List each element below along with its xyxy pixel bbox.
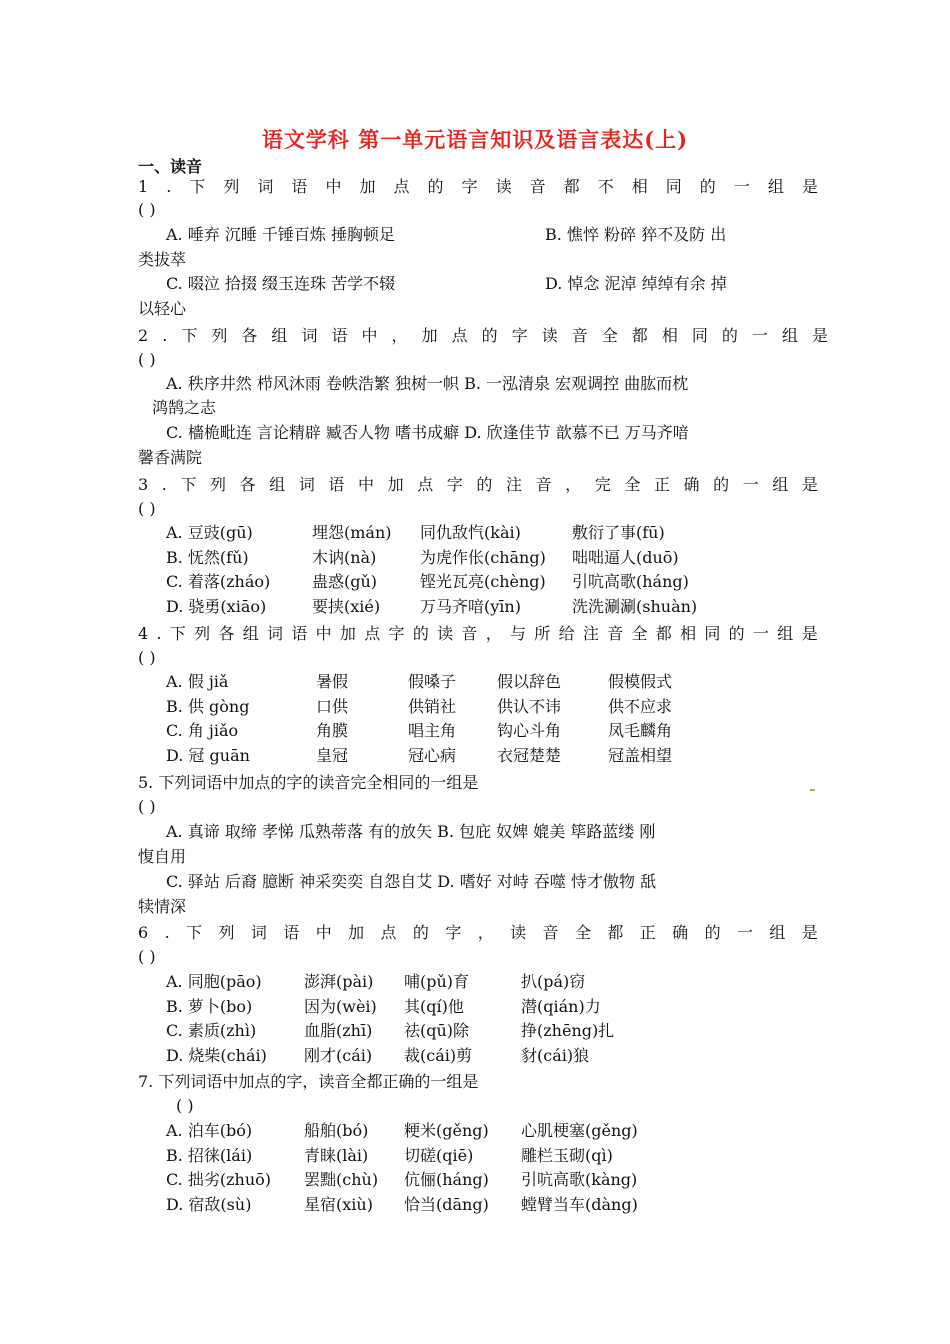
question-4-stem — [138, 624, 818, 644]
section-heading: 一、读音 — [138, 157, 203, 176]
stem-char: 所 — [534, 624, 551, 643]
question-2-line-2: C. 檣桅毗连 言论精辟 臧否人物 嗜书成癖 D. 欣逢佳节 歆慕不已 万马齐喑 — [166, 423, 689, 442]
stem-char: 的 — [481, 326, 498, 345]
stem-char: 都 — [607, 923, 624, 942]
stem-char: 语 — [331, 326, 348, 345]
option-cell: 洗洗涮涮(shuàn) — [572, 597, 698, 617]
stem-char: 词 — [301, 326, 318, 345]
stem-char: 词 — [267, 624, 284, 643]
option-cell: A. 假 jiǎ — [166, 672, 229, 691]
stem-char: 一 — [752, 624, 769, 643]
option-cell: D. 烧柴(chái) — [166, 1046, 267, 1066]
option-cell: 口供 — [316, 696, 349, 716]
stem-char: 给 — [558, 624, 575, 643]
stem-char: 中 — [358, 475, 375, 494]
option-cell: 皇冠 — [316, 746, 349, 766]
stem-char: 音 — [607, 624, 624, 643]
question-1-option-d-cont: 以轻心 — [138, 299, 187, 318]
stem-char: ， — [565, 475, 582, 494]
stem-char: 的 — [721, 326, 738, 345]
option-cell: 假嗓子 — [408, 672, 457, 691]
stem-char: 各 — [241, 326, 258, 345]
stem-char: 字 — [388, 624, 405, 643]
option-cell: 螳臂当车(dàng) — [521, 1195, 638, 1215]
stem-char: ， — [477, 923, 494, 942]
stem-char: 加 — [359, 177, 376, 196]
stem-char: 1 — [138, 177, 149, 196]
stem-char: 各 — [218, 624, 235, 643]
question-3-stem — [138, 475, 818, 495]
option-cell: 供认不讳 — [497, 696, 562, 716]
option-cell: 衣冠楚楚 — [497, 746, 562, 766]
stem-char: 相 — [661, 326, 678, 345]
stem-char: 是 — [801, 475, 818, 494]
option-cell: C. 素质(zhì) — [166, 1021, 257, 1041]
stem-char: 的 — [704, 923, 721, 942]
stem-char: 6 — [138, 923, 149, 942]
stem-char: 相 — [680, 624, 697, 643]
stem-char: 的 — [713, 475, 730, 494]
stem-char: 3 — [138, 475, 149, 494]
stem-char: 正 — [653, 475, 670, 494]
stem-char: 点 — [380, 923, 397, 942]
stem-char: . — [164, 923, 170, 942]
option-cell: B. 供 gòng — [166, 696, 250, 716]
option-cell: 挣(zhēng)扎 — [521, 1021, 615, 1041]
stem-char: 词 — [298, 475, 315, 494]
stem-char: 全 — [624, 475, 641, 494]
stem-char: 组 — [242, 624, 259, 643]
option-cell: C. 拙劣(zhuō) — [166, 1170, 272, 1190]
option-cell: 供不应求 — [608, 696, 673, 716]
option-cell: 粳米(gěng) — [404, 1121, 489, 1140]
stem-char: 中 — [361, 326, 378, 345]
option-cell: A. 豆豉(gū) — [166, 523, 253, 542]
stem-char: 加 — [348, 923, 365, 942]
question-2-line-1: A. 秩序井然 栉风沐雨 卷帙浩繁 独树一帜 B. 一泓清泉 宏观调控 曲肱而枕 — [166, 374, 689, 393]
stem-char: 的 — [412, 624, 429, 643]
stem-char: 组 — [271, 326, 288, 345]
stem-char: 相 — [631, 177, 648, 196]
option-cell: 凤毛麟角 — [608, 721, 673, 741]
option-cell: 钩心斗角 — [497, 721, 562, 741]
option-cell: 假以辞色 — [497, 672, 562, 691]
question-7-paren: ( ) — [176, 1096, 194, 1115]
option-cell: 裁(cái)剪 — [404, 1046, 473, 1066]
stem-char: 列 — [223, 177, 240, 196]
stem-char: 下 — [169, 624, 186, 643]
stem-char: 读 — [510, 923, 527, 942]
option-cell: 因为(wèi) — [304, 996, 377, 1016]
stem-char: 语 — [328, 475, 345, 494]
option-cell: 切磋(qiē) — [404, 1145, 474, 1165]
option-cell: 埋怨(mán) — [312, 523, 392, 542]
stem-char: 是 — [801, 923, 818, 942]
question-1-option-b: B. 憔悴 粉碎 猝不及防 出 — [545, 225, 727, 244]
option-cell: 要挟(xié) — [312, 597, 381, 617]
stem-char: 一 — [751, 326, 768, 345]
option-cell: 唱主角 — [408, 721, 457, 741]
option-cell: 雕栏玉砌(qì) — [521, 1145, 613, 1165]
stem-char: ， — [485, 624, 502, 643]
option-cell: 恰当(dāng) — [404, 1195, 489, 1215]
stem-char: 一 — [733, 177, 750, 196]
option-cell: 咄咄逼人(duō) — [572, 547, 679, 567]
question-4-paren: ( ) — [138, 648, 156, 667]
option-cell: 同仇敌忾(kài) — [420, 523, 521, 542]
option-cell: 其(qí)他 — [404, 996, 464, 1016]
stem-char: 词 — [250, 923, 267, 942]
stem-char: 中 — [325, 177, 342, 196]
option-cell: 刚才(cái) — [304, 1046, 373, 1066]
stem-char: 组 — [777, 624, 794, 643]
stem-char: 的 — [699, 177, 716, 196]
question-5-line-2: C. 驿站 后裔 臆断 神采奕奕 自怨自艾 D. 嗜好 对峙 吞噬 恃才傲物 舐 — [166, 872, 657, 891]
option-cell: 冠心病 — [408, 746, 457, 766]
stem-char: 字 — [511, 326, 528, 345]
stem-char: . — [156, 624, 162, 643]
stem-char: 读 — [437, 624, 454, 643]
stem-char: 点 — [417, 475, 434, 494]
option-cell: D. 骁勇(xiāo) — [166, 597, 267, 617]
stem-char: 列 — [218, 923, 235, 942]
stem-char: 下 — [180, 475, 197, 494]
option-cell: 假模假式 — [608, 672, 673, 691]
question-1-stem — [138, 177, 818, 197]
question-1-option-d: D. 悼念 泥淖 绰绰有余 掉 — [545, 274, 727, 293]
question-2-paren: ( ) — [138, 350, 156, 369]
stem-char: 全 — [574, 923, 591, 942]
question-5-line-1: A. 真谛 取缔 孝悌 瓜熟蒂落 有的放矢 B. 包庇 奴婢 媲美 筚路蓝缕 刚 — [166, 822, 656, 841]
stem-char: . — [162, 326, 168, 345]
stem-char: 音 — [571, 326, 588, 345]
stem-char: 正 — [639, 923, 656, 942]
question-2-stem — [138, 326, 828, 346]
stem-char: 确 — [683, 475, 700, 494]
stem-char: 加 — [387, 475, 404, 494]
question-1-option-c: C. 啜泣 拾掇 缀玉连珠 苦学不辍 — [166, 274, 396, 293]
stem-char: 音 — [542, 923, 559, 942]
stem-char: 字 — [445, 923, 462, 942]
stem-char: 同 — [704, 624, 721, 643]
stem-char: 的 — [728, 624, 745, 643]
option-cell: 血脂(zhī) — [304, 1021, 373, 1041]
stem-char: 字 — [461, 177, 478, 196]
stem-char: 组 — [781, 326, 798, 345]
stem-char: 下 — [181, 326, 198, 345]
option-cell: 澎湃(pài) — [304, 972, 374, 991]
stem-char: 组 — [767, 177, 784, 196]
stem-char: 下 — [186, 923, 203, 942]
option-cell: 木讷(nà) — [312, 547, 377, 567]
stem-char: 的 — [412, 923, 429, 942]
stem-char: 都 — [563, 177, 580, 196]
option-cell: 豺(cái)狼 — [521, 1046, 590, 1066]
option-cell: 哺(pǔ)育 — [404, 972, 470, 991]
question-2-line-1-cont: 鸿鹄之志 — [152, 398, 217, 417]
option-cell: 为虎作伥(chāng) — [420, 547, 546, 567]
question-1-paren: ( ) — [138, 200, 156, 219]
stem-char: 下 — [189, 177, 206, 196]
question-3-paren: ( ) — [138, 499, 156, 518]
stem-char: 音 — [461, 624, 478, 643]
option-cell: 祛(qū)除 — [404, 1021, 470, 1041]
question-7-stem: 7. 下列词语中加点的字，读音全都正确的一组是 — [138, 1072, 479, 1091]
option-cell: 青睐(lài) — [304, 1145, 369, 1165]
stem-char: 列 — [194, 624, 211, 643]
stem-char: 组 — [269, 475, 286, 494]
stem-char: 4 — [138, 624, 149, 643]
question-1-option-a: A. 唾弃 沉睡 千锤百炼 捶胸顿足 — [166, 225, 395, 244]
stem-char: 是 — [801, 624, 818, 643]
stem-char: 注 — [582, 624, 599, 643]
stem-char: 注 — [505, 475, 522, 494]
question-5-line-2-cont: 犊情深 — [138, 897, 187, 916]
option-cell: D. 宿敌(sù) — [166, 1195, 252, 1215]
option-cell: 蛊惑(gǔ) — [312, 572, 378, 592]
stem-char: 加 — [421, 326, 438, 345]
option-cell: 船舶(bó) — [304, 1121, 369, 1140]
stem-char: 组 — [769, 923, 786, 942]
stem-char: . — [166, 177, 172, 196]
stem-char: 字 — [446, 475, 463, 494]
stem-char: 都 — [655, 624, 672, 643]
option-cell: 罢黜(chù) — [304, 1170, 379, 1190]
stem-char: 列 — [211, 326, 228, 345]
stem-char: 2 — [138, 326, 149, 345]
stem-char: 列 — [210, 475, 227, 494]
option-cell: 铿光瓦亮(chèng) — [420, 572, 546, 592]
highlight-marker — [810, 789, 815, 791]
stem-char: 语 — [283, 923, 300, 942]
question-5-stem: 5. 下列词语中加点的字的读音完全相同的一组是 — [138, 773, 479, 792]
stem-char: . — [161, 475, 167, 494]
option-cell: 引吭高歌(kàng) — [521, 1170, 638, 1190]
option-cell: B. 萝卜(bo) — [166, 996, 253, 1016]
stem-char: 同 — [665, 177, 682, 196]
stem-char: 语 — [291, 177, 308, 196]
stem-char: 读 — [495, 177, 512, 196]
option-cell: A. 泊车(bó) — [166, 1121, 253, 1140]
stem-char: 都 — [631, 326, 648, 345]
option-cell: 暑假 — [316, 672, 349, 691]
option-cell: C. 角 jiǎo — [166, 721, 239, 741]
option-cell: 万马齐喑(yīn) — [420, 597, 521, 617]
option-cell: 角膜 — [316, 721, 349, 741]
stem-char: 点 — [451, 326, 468, 345]
stem-char: 点 — [393, 177, 410, 196]
stem-char: 完 — [594, 475, 611, 494]
option-cell: 供销社 — [408, 696, 457, 716]
stem-char: 各 — [239, 475, 256, 494]
option-cell: B. 怃然(fǔ) — [166, 547, 249, 567]
stem-char: 确 — [672, 923, 689, 942]
option-cell: D. 冠 guān — [166, 746, 250, 766]
stem-char: 词 — [257, 177, 274, 196]
option-cell: 伉俪(háng) — [404, 1170, 489, 1190]
question-6-stem — [138, 923, 818, 943]
stem-char: 是 — [811, 326, 828, 345]
question-1-option-b-cont: 类拔萃 — [138, 250, 187, 269]
stem-char: ， — [391, 326, 408, 345]
option-cell: C. 着落(zháo) — [166, 572, 271, 592]
stem-char: 读 — [541, 326, 558, 345]
page-title: 语文学科 第一单元语言知识及语言表达(上) — [261, 127, 689, 152]
stem-char: 不 — [597, 177, 614, 196]
stem-char: 全 — [601, 326, 618, 345]
stem-char: 音 — [529, 177, 546, 196]
option-cell: 冠盖相望 — [608, 746, 673, 766]
stem-char: 是 — [801, 177, 818, 196]
stem-char: 的 — [476, 475, 493, 494]
stem-char: 中 — [315, 624, 332, 643]
option-cell: 扒(pá)窃 — [521, 972, 586, 991]
question-6-paren: ( ) — [138, 947, 156, 966]
stem-char: 语 — [291, 624, 308, 643]
stem-char: 加 — [339, 624, 356, 643]
stem-char: 一 — [742, 475, 759, 494]
option-cell: 星宿(xiù) — [304, 1195, 373, 1215]
stem-char: 与 — [510, 624, 527, 643]
option-cell: 潜(qián)力 — [521, 996, 601, 1016]
stem-char: 同 — [691, 326, 708, 345]
question-5-line-1-cont: 愎自用 — [138, 847, 187, 866]
option-cell: 引吭高歌(háng) — [572, 572, 689, 592]
stem-char: 音 — [535, 475, 552, 494]
option-cell: B. 招徕(lái) — [166, 1145, 253, 1165]
option-cell: A. 同胞(pāo) — [166, 972, 262, 991]
stem-char: 组 — [772, 475, 789, 494]
question-2-line-2-cont: 馨香满院 — [138, 448, 203, 467]
option-cell: 心肌梗塞(gěng) — [521, 1121, 638, 1140]
question-5-paren: ( ) — [138, 797, 156, 816]
stem-char: 的 — [427, 177, 444, 196]
stem-char: 一 — [736, 923, 753, 942]
stem-char: 点 — [364, 624, 381, 643]
stem-char: 全 — [631, 624, 648, 643]
stem-char: 中 — [315, 923, 332, 942]
option-cell: 敷衍了事(fū) — [572, 523, 665, 542]
